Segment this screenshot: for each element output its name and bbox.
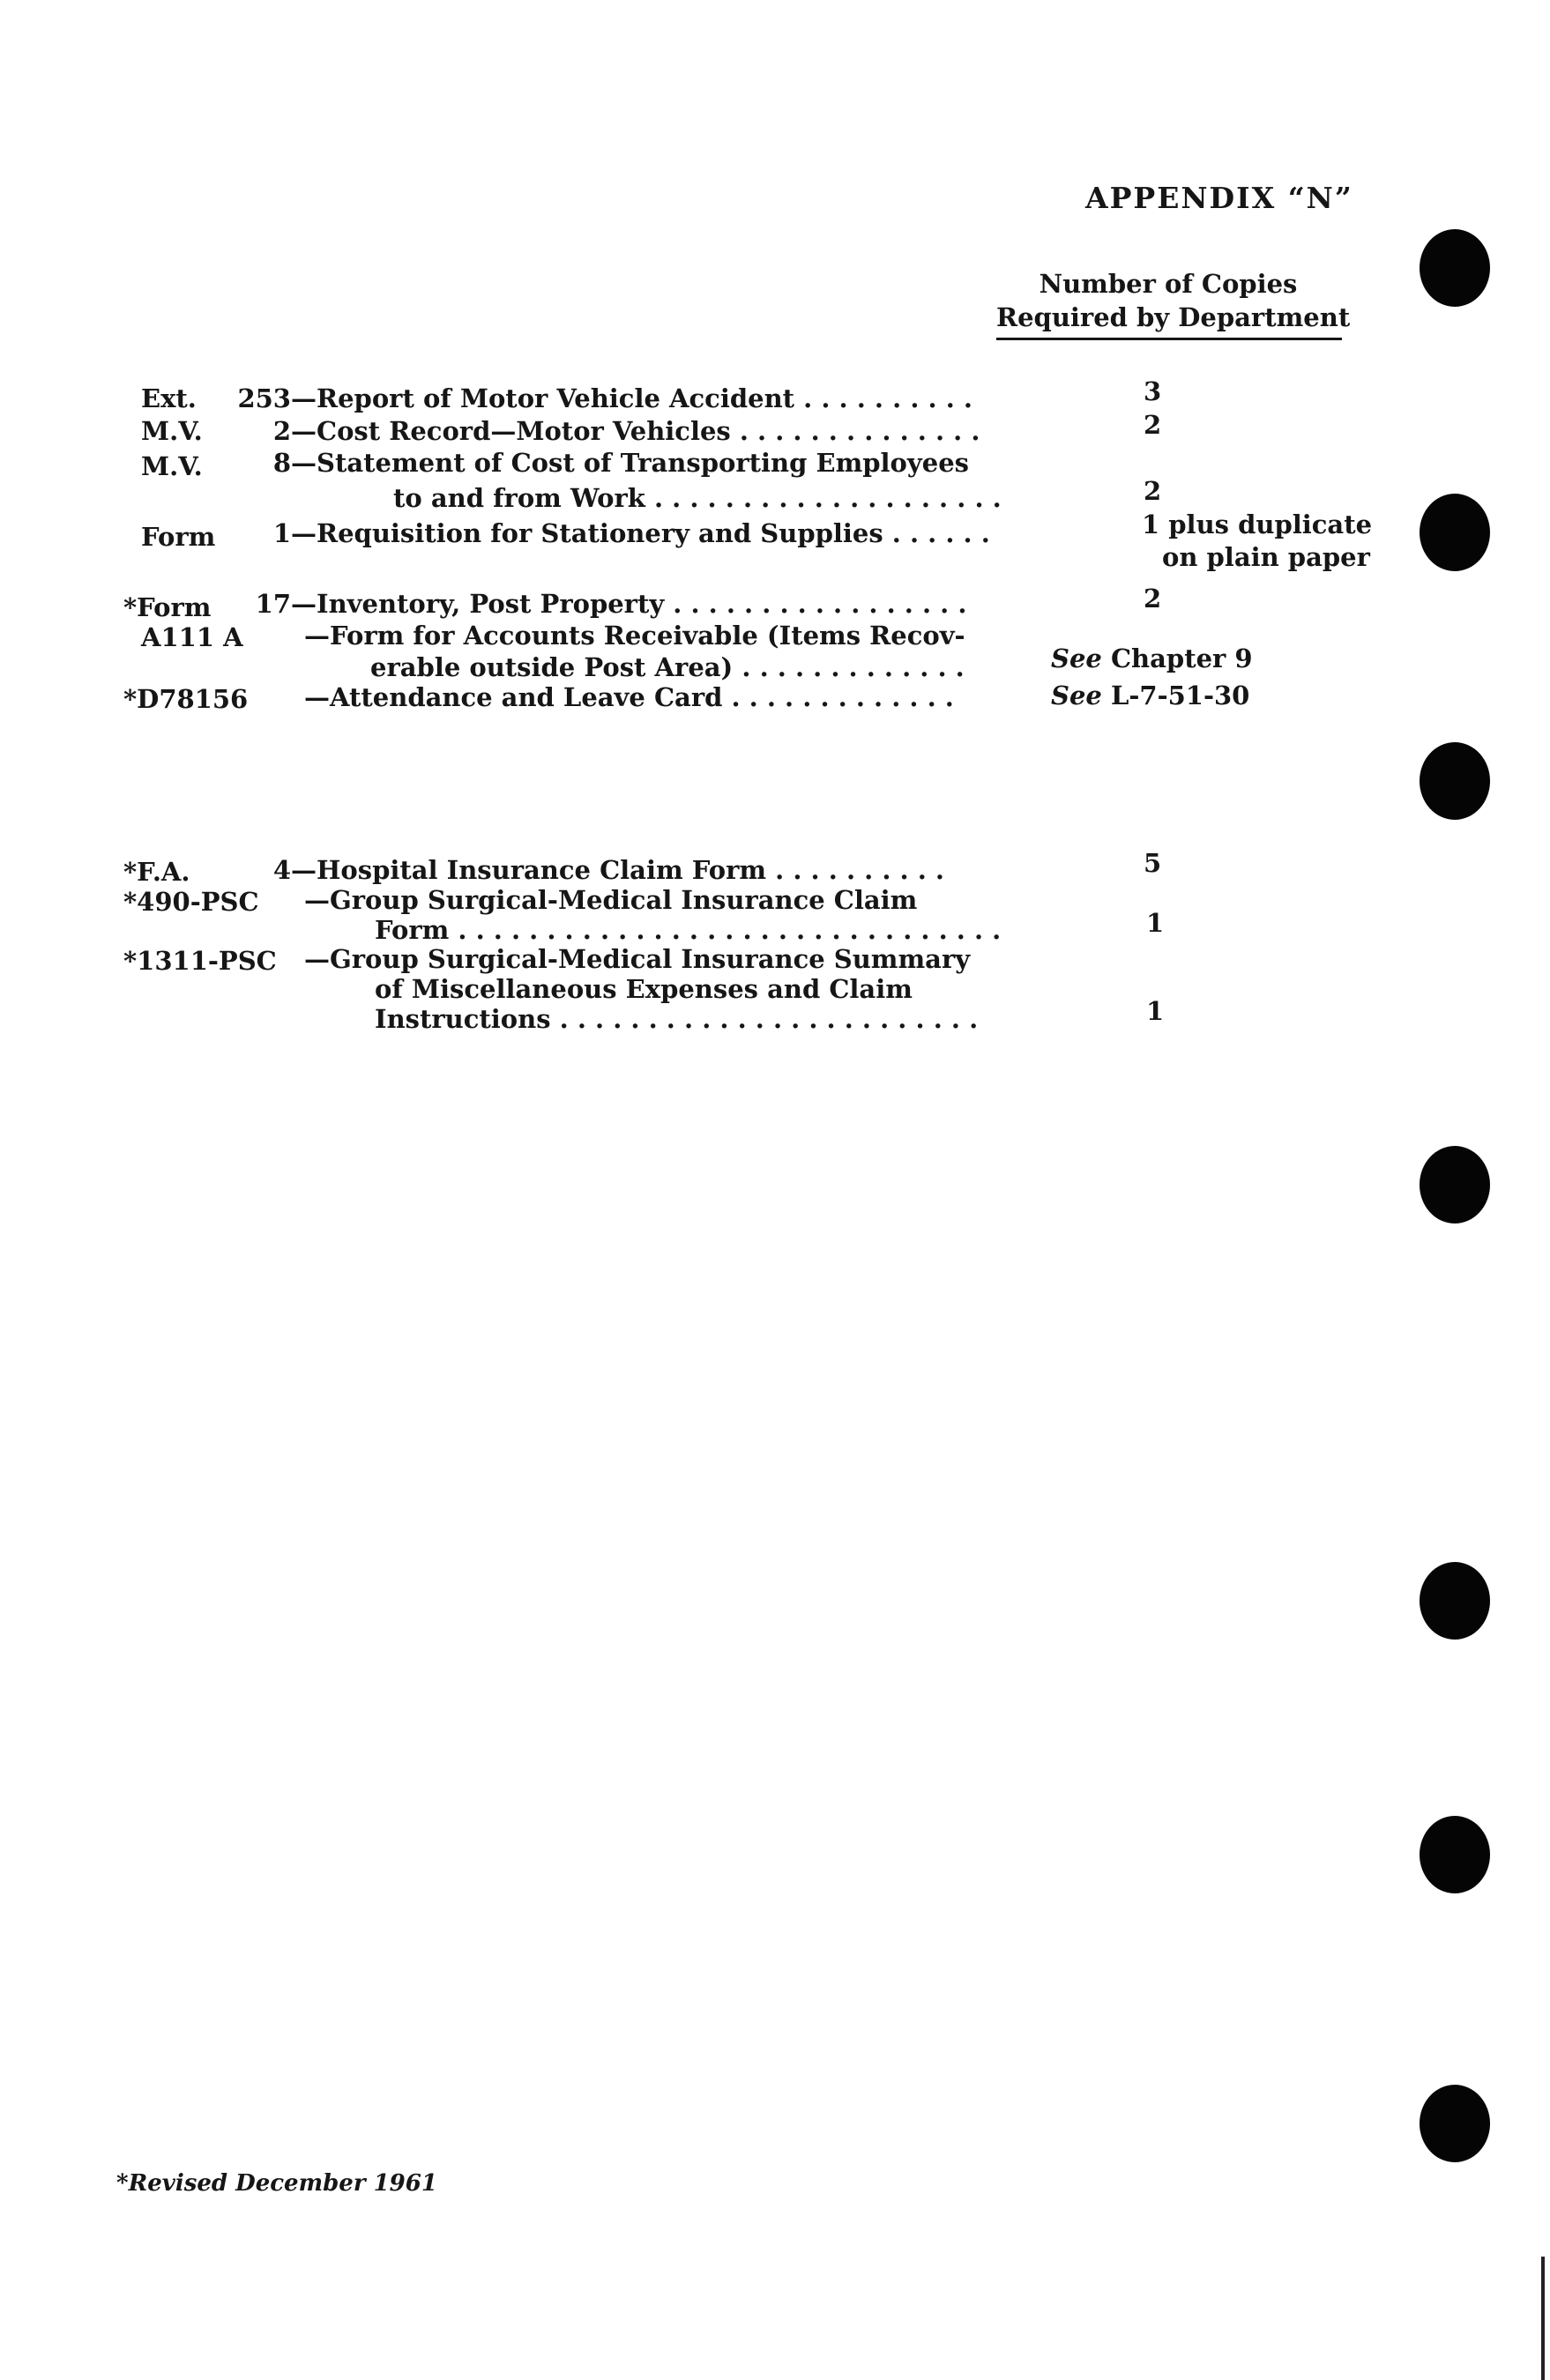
- form-code: *490-PSC: [123, 887, 259, 917]
- form-description: —Group Surgical-Medical Insurance Summary: [304, 944, 971, 974]
- form-code: *1311-PSC: [123, 946, 277, 976]
- copies-reference: [1051, 681, 1249, 710]
- punch-hole-2: [1420, 494, 1490, 571]
- column-heading-line2: Required by Department: [996, 302, 1351, 332]
- copies-required: 2: [1144, 584, 1162, 614]
- form-code: M.V.: [141, 416, 203, 446]
- punch-hole-1: [1420, 229, 1490, 307]
- copies-required: 1: [1146, 908, 1165, 938]
- form-code: Form: [141, 522, 216, 552]
- copies-required: 2: [1144, 476, 1162, 506]
- appendix-title: APPENDIX “N”: [1085, 181, 1353, 215]
- form-code: *F.A.: [123, 857, 190, 887]
- form-code: *Form: [123, 592, 212, 622]
- form-description-continued: of Miscellaneous Expenses and Claim: [375, 974, 913, 1004]
- form-description: —Form for Accounts Receivable (Items Recov-: [304, 621, 965, 651]
- see-label: See: [1051, 681, 1102, 710]
- form-description: —Cost Record—Motor Vehicles . . . . . . . . . . . . . .: [291, 416, 980, 446]
- column-heading-underline: [996, 338, 1342, 340]
- form-description-continued: to and from Work . . . . . . . . . . . . . . . . . . . .: [393, 483, 1002, 513]
- form-number: 17: [255, 589, 291, 619]
- form-description: —Group Surgical-Medical Insurance Claim: [304, 885, 918, 915]
- punch-hole-3: [1420, 742, 1490, 820]
- column-heading-line1: Number of Copies: [1039, 269, 1298, 299]
- form-description-continued: erable outside Post Area) . . . . . . . . . . . . .: [370, 652, 965, 682]
- form-number: 1: [272, 518, 291, 548]
- copies-required: 2: [1144, 410, 1162, 440]
- copies-required-note: on plain paper: [1162, 542, 1370, 572]
- copies-required: L-7-51-30: [1110, 681, 1250, 710]
- punch-hole-4: [1420, 1146, 1490, 1223]
- revision-footnote: *Revised December 1961: [116, 2170, 437, 2197]
- copies-required: 3: [1144, 376, 1162, 406]
- page-edge-mark: [1541, 2257, 1545, 2380]
- form-description-continued: Form . . . . . . . . . . . . . . . . . . . . . . . . . . . . . . .: [375, 915, 1002, 945]
- form-description: —Report of Motor Vehicle Accident . . . . . . . . . .: [291, 383, 972, 413]
- punch-hole-7: [1420, 2085, 1490, 2162]
- form-number: 253: [237, 383, 291, 413]
- form-code: *D78156: [123, 684, 249, 714]
- copies-required: 1 plus duplicate: [1142, 509, 1373, 539]
- form-number: 8: [272, 448, 291, 478]
- form-number: 2: [272, 416, 291, 446]
- form-code: A111 A: [141, 622, 243, 652]
- copies-required: 5: [1144, 848, 1162, 878]
- form-number: 4: [272, 855, 291, 885]
- copies-required: 1: [1146, 996, 1165, 1026]
- form-code: M.V.: [141, 451, 203, 481]
- form-code: Ext.: [141, 383, 197, 413]
- form-description: —Hospital Insurance Claim Form . . . . . . . . . .: [291, 855, 945, 885]
- form-description: —Requisition for Stationery and Supplies . . . . . .: [291, 518, 990, 548]
- form-description: —Statement of Cost of Transporting Employees: [291, 448, 969, 478]
- form-description: —Inventory, Post Property . . . . . . . . . . . . . . . . .: [291, 589, 967, 619]
- copies-reference: [1051, 643, 1253, 673]
- form-description: —Attendance and Leave Card . . . . . . . . . . . . .: [304, 682, 954, 712]
- punch-hole-5: [1420, 1562, 1490, 1640]
- punch-hole-6: [1420, 1816, 1490, 1893]
- form-description-continued: Instructions . . . . . . . . . . . . . . . . . . . . . . . .: [375, 1004, 979, 1034]
- copies-required: Chapter 9: [1110, 643, 1253, 673]
- see-label: See: [1051, 643, 1102, 673]
